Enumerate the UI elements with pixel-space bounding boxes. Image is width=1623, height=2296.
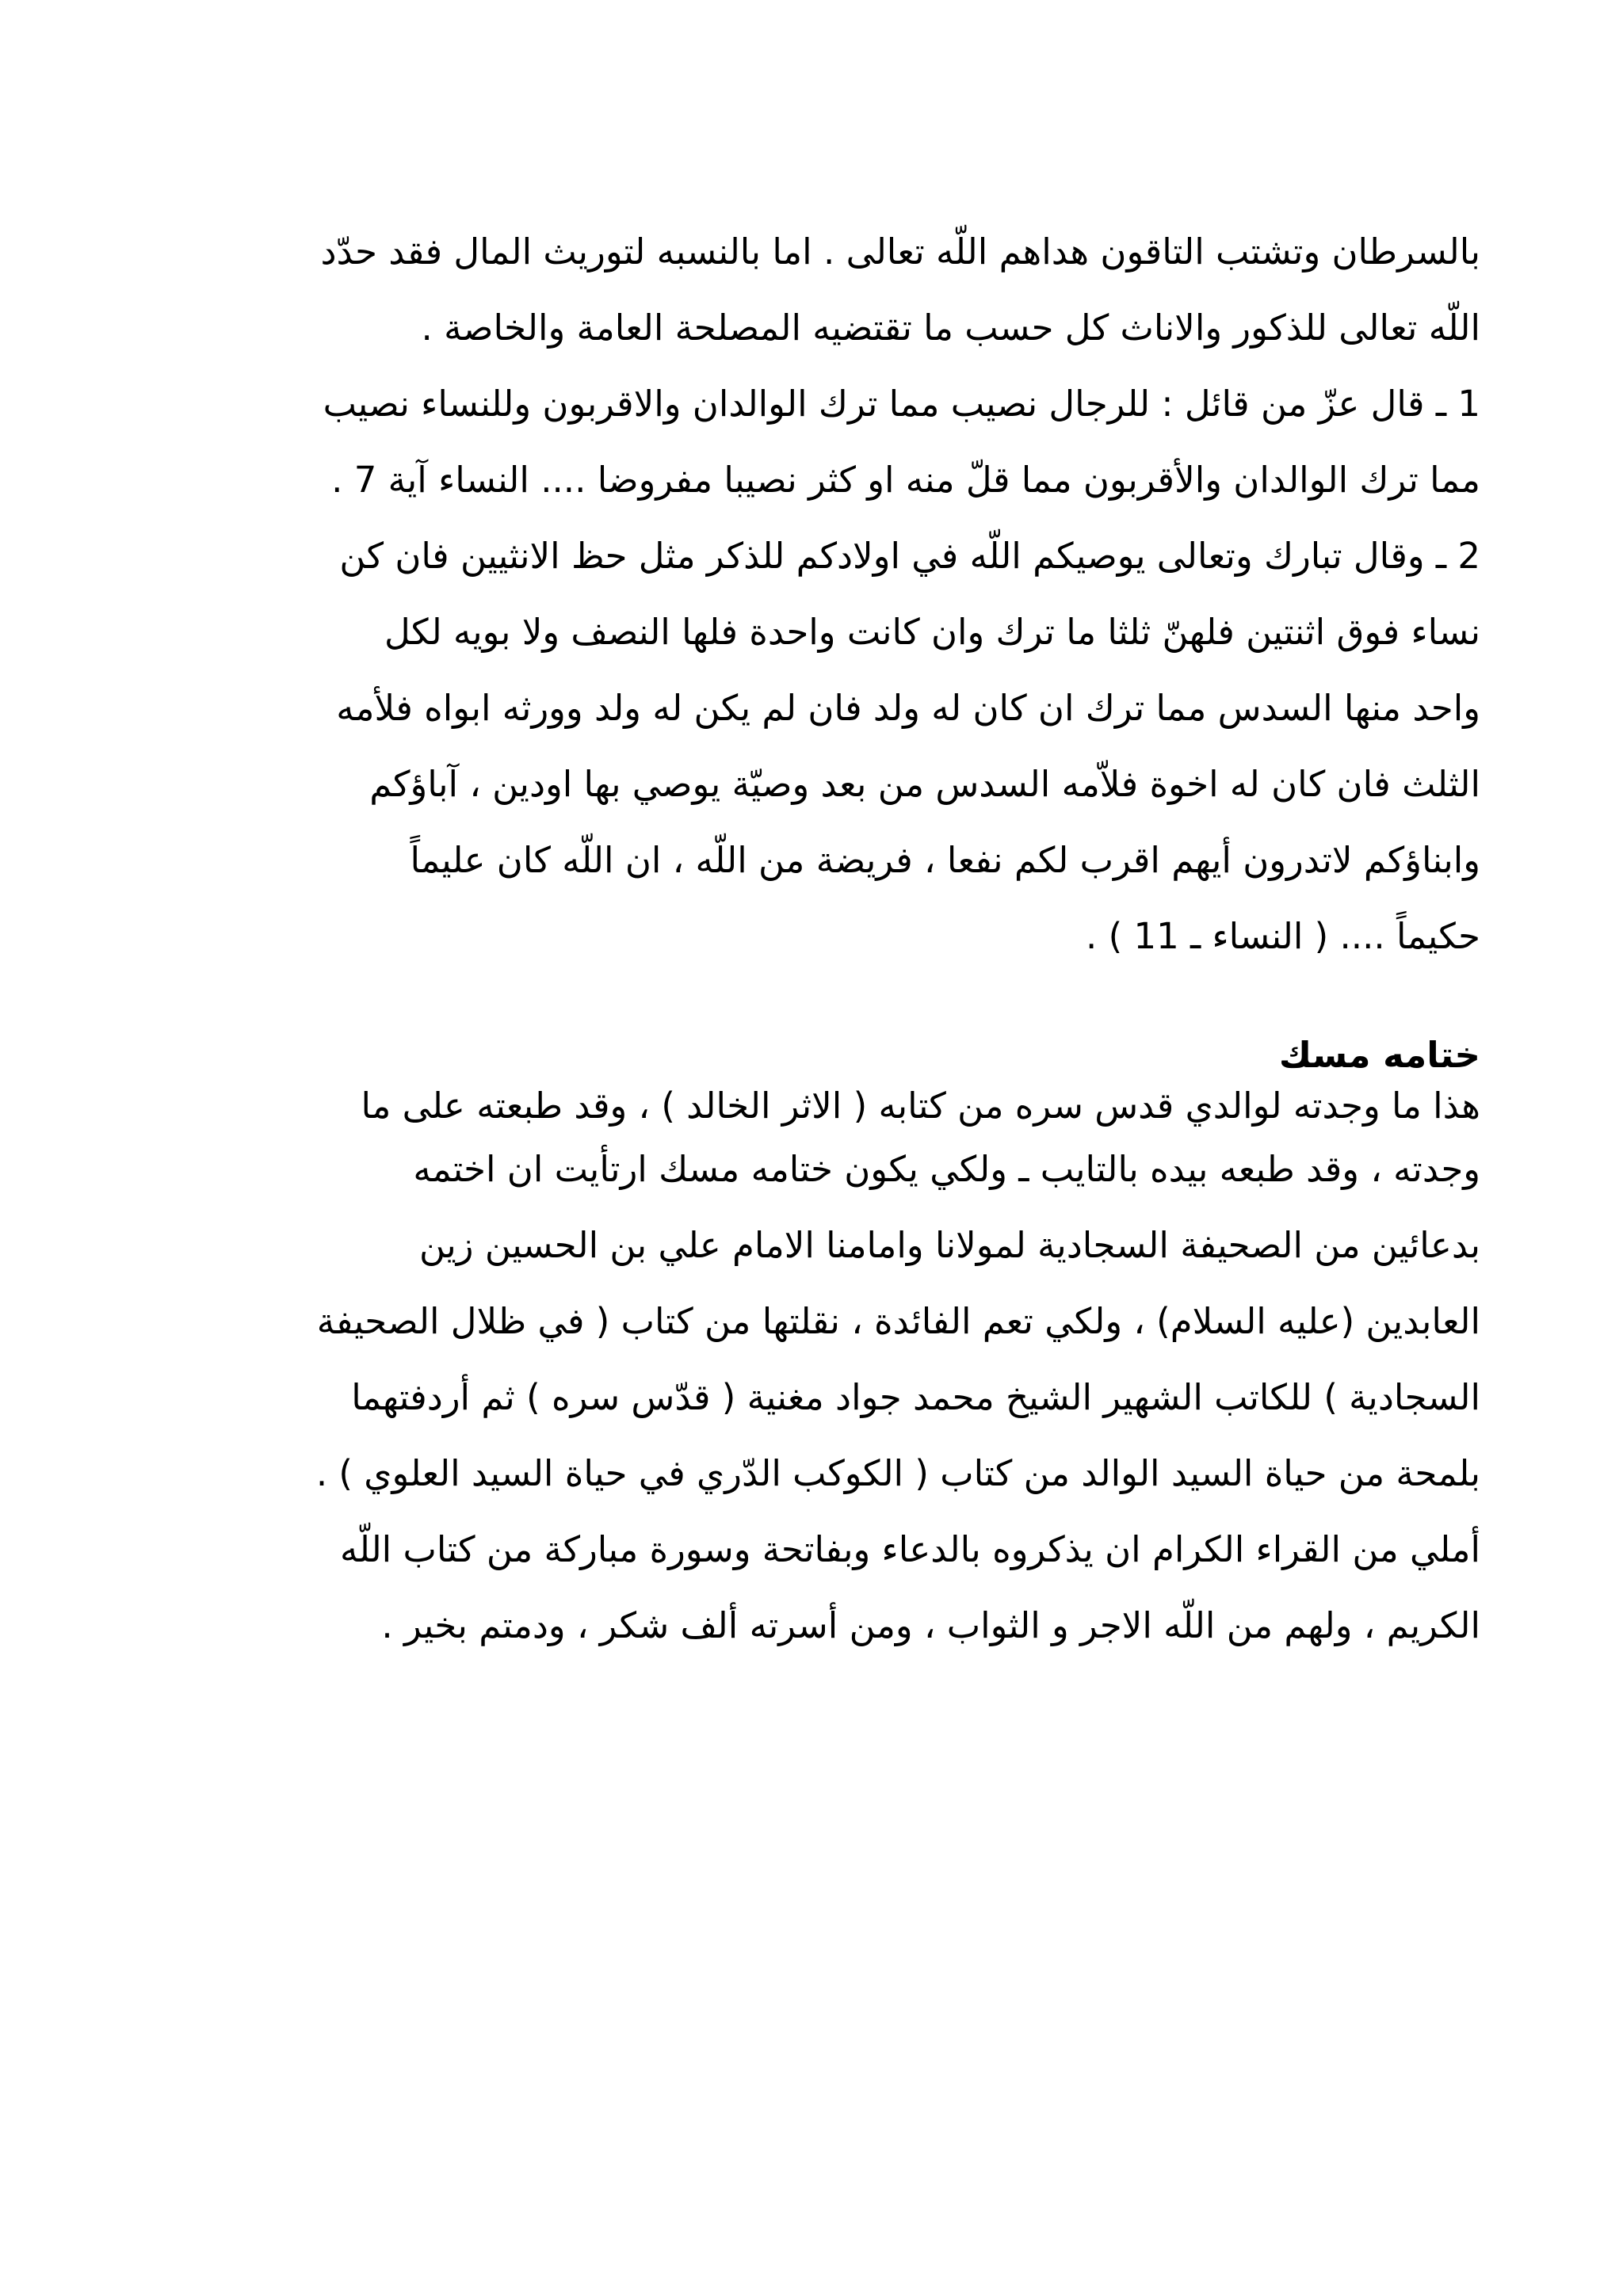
section-heading: ختامه مسك (1278, 1034, 1480, 1076)
text-line: حكيماً .... ( النساء ـ 11 ) . (1086, 915, 1480, 957)
text-line: وابناؤكم لاتدرون أيهم اقرب لكم نفعا ، فريضة من اللّه ، ان اللّه كان عليماً (410, 839, 1480, 881)
inheritance-paragraph (117, 214, 1480, 974)
text-line: بالسرطان وتشتب التاقون هداهم اللّه تعالى . اما بالنسبه لتوريث المال فقد حدّد (320, 231, 1480, 273)
closing-paragraph (117, 1081, 1480, 1664)
text-line: 2 ـ وقال تبارك وتعالى يوصيكم اللّه في اولادكم للذكر مثل حظ الانثيين فان كن (339, 535, 1480, 577)
text-line: نساء فوق اثنتين فلهنّ ثلثا ما ترك وان كانت واحدة فلها النصف ولا بويه لكل (384, 611, 1480, 653)
text-line: وجدته ، وقد طبعه بيده بالتايب ـ ولكي يكون ختامه مسك ارتأيت ان اختمه (413, 1148, 1480, 1190)
text-line: أملي من القراء الكرام ان يذكروه بالدعاء وبفاتحة وسورة مباركة من كتاب اللّه (339, 1528, 1480, 1570)
text-line: السجادية ) للكاتب الشهير الشيخ محمد جواد مغنية ( قدّس سره ) ثم أردفتهما (351, 1376, 1480, 1418)
text-line: اللّه تعالى للذكور والاناث كل حسب ما تقتضيه المصلحة العامة والخاصة . (421, 307, 1480, 349)
text-line: واحد منها السدس مما ترك ان كان له ولد فان لم يكن له ولد وورثه ابواه فلأمه (336, 687, 1480, 729)
text-line: مما ترك الوالدان والأقربون مما قلّ منه او كثر نصيبا مفروضا .... النساء آية 7 . (331, 459, 1480, 501)
text-line: الكريم ، ولهم من اللّه الاجر و الثواب ، ومن أسرته ألف شكر ، ودمتم بخير . (381, 1604, 1480, 1646)
text-line: العابدين (عليه السلام) ، ولكي تعم الفائدة ، نقلتها من كتاب ( في ظلال الصحيفة (316, 1300, 1480, 1342)
text-line: الثلث فان كان له اخوة فلاّمه السدس من بعد وصيّة يوصي بها اودين ، آباؤكم (369, 763, 1480, 805)
text-line: بلمحة من حياة السيد الوالد من كتاب ( الكوكب الدّري في حياة السيد العلوي ) . (315, 1452, 1480, 1494)
text-line: 1 ـ قال عزّ من قائل : للرجال نصيب مما ترك الوالدان والاقربون وللنساء نصيب (323, 383, 1480, 425)
text-line: هذا ما وجدته لوالدي قدس سره من كتابه ( الاثر الخالد ) ، وقد طبعته على ما (361, 1085, 1480, 1127)
text-line: بدعائين من الصحيفة السجادية لمولانا وامامنا الامام علي بن الحسين زين (419, 1224, 1480, 1266)
